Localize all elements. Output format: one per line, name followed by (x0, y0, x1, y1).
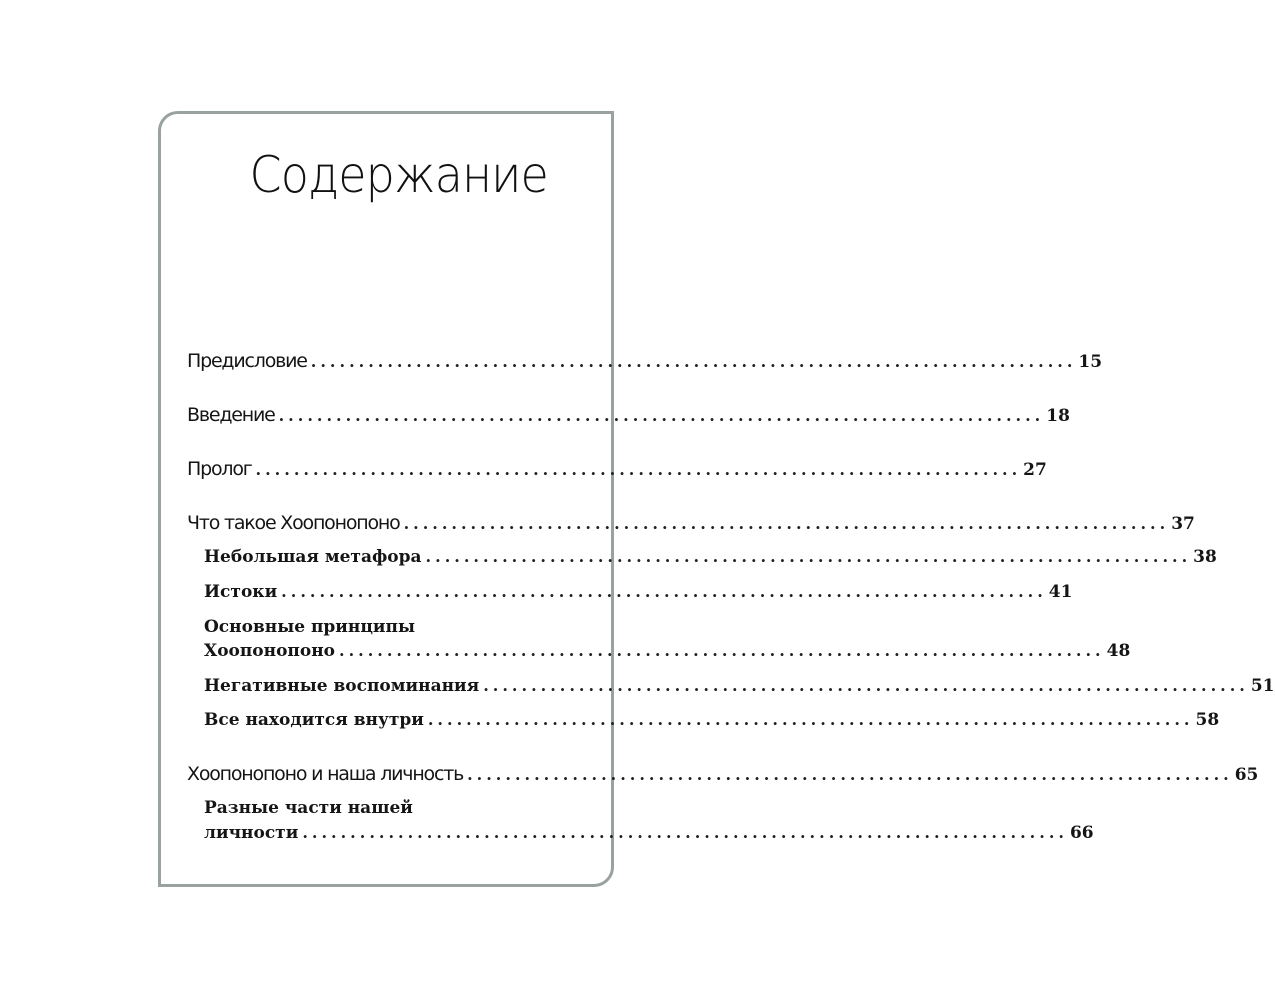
toc-leader-dots: ................................................................................ (427, 710, 1194, 729)
toc-leader-dots: ................................................................................ (425, 547, 1192, 566)
toc-leader-dots: ................................................................................ (403, 514, 1170, 533)
toc-entry-hooponopono-and-personality[interactable] (187, 763, 1259, 785)
toc-title: Содержание (249, 146, 548, 204)
toc-leader-dots: ................................................................................ (483, 676, 1249, 695)
toc-entry-label: Предисловие (187, 350, 307, 372)
toc-page-number: 41 (1048, 582, 1073, 602)
toc-entry-basic-principles[interactable] (204, 641, 1131, 661)
toc-entry-label: Негативные воспоминания (204, 676, 480, 696)
toc-page-number: 38 (1193, 547, 1217, 567)
toc-leader-dots: ................................................................................ (467, 765, 1233, 784)
toc-page-number: 58 (1195, 710, 1220, 730)
toc-page-number: 37 (1171, 514, 1195, 534)
toc-page-number: 51 (1250, 676, 1275, 696)
toc-entry-prologue[interactable] (187, 458, 1047, 480)
toc-entry-small-metaphor[interactable] (204, 547, 1217, 567)
toc-entry-label: Пролог (187, 458, 252, 480)
toc-leader-dots: ................................................................................ (339, 641, 1105, 660)
toc-leader-dots: ................................................................................ (281, 582, 1047, 601)
toc-page-number: 48 (1106, 641, 1131, 661)
toc-entry-label: личности (204, 823, 299, 843)
toc-entry-all-is-within[interactable] (204, 710, 1220, 730)
toc-page-number: 27 (1023, 460, 1047, 480)
toc-entry-label: Хоопонопоно (204, 641, 335, 661)
toc-entry-origins[interactable] (204, 582, 1073, 602)
toc-entry-negative-memories[interactable] (204, 676, 1275, 696)
toc-entry-label: Введение (187, 404, 275, 426)
toc-entry-label-line1: Основные принципы (204, 617, 416, 637)
toc-leader-dots: ................................................................................ (278, 406, 1045, 425)
toc-leader-dots: ................................................................................ (310, 352, 1077, 371)
toc-page-number: 15 (1078, 352, 1103, 372)
toc-entry-label: Хоопонопоно и наша личность (187, 763, 464, 785)
toc-entry-introduction[interactable] (187, 404, 1070, 426)
toc-page-number: 66 (1069, 823, 1094, 843)
toc-entry-label-line1: Разные части нашей (204, 798, 413, 818)
toc-leader-dots: ................................................................................ (255, 460, 1022, 479)
toc-entry-what-is-hooponopono[interactable] (187, 512, 1195, 534)
toc-entry-label: Все находится внутри (204, 710, 424, 730)
toc-entry-preface[interactable] (187, 350, 1103, 372)
toc-entry-label: Небольшая метафора (204, 547, 422, 567)
toc-page-number: 18 (1046, 406, 1070, 426)
toc-leader-dots: ................................................................................ (302, 823, 1068, 842)
toc-entry-label: Что такое Хоопонопоно (187, 512, 400, 534)
toc-page-number: 65 (1234, 765, 1259, 785)
toc-entry-label: Истоки (204, 582, 278, 602)
toc-entry-parts-of-personality[interactable] (204, 823, 1094, 843)
